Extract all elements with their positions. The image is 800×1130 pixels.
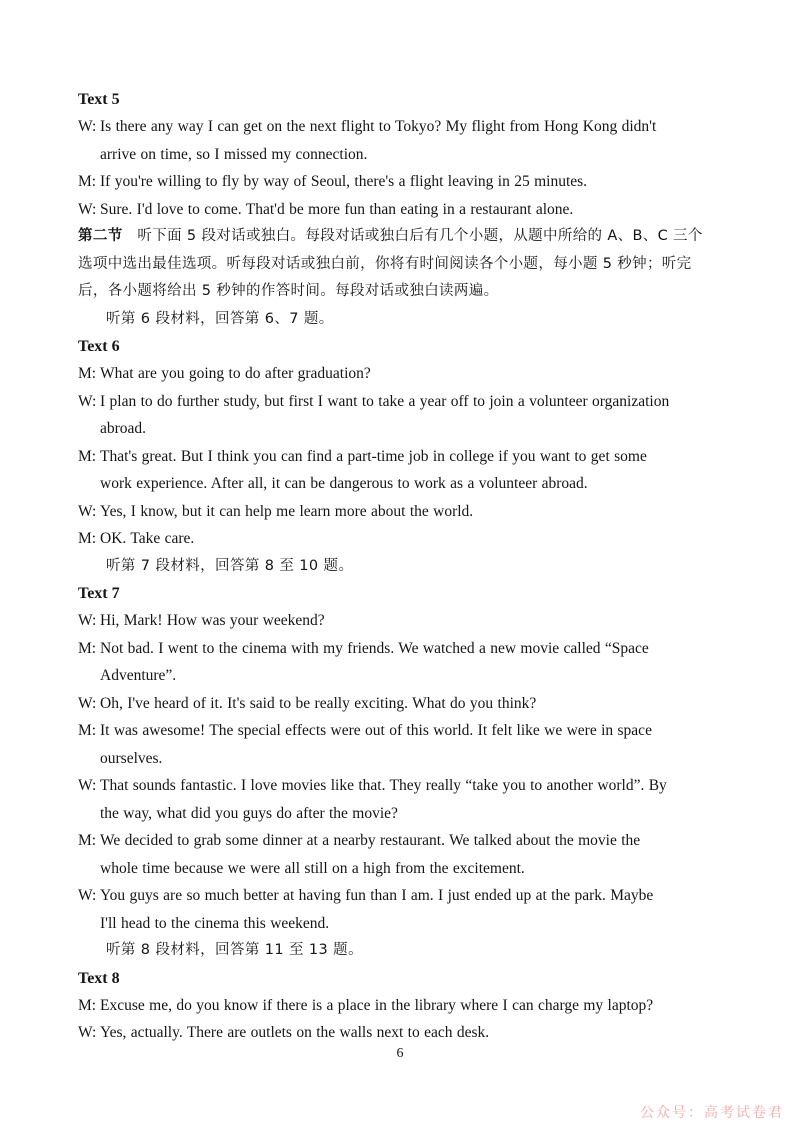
utterance-line: arrive on time, so I missed my connection. xyxy=(100,145,368,163)
utterance-line: Hi, Mark! How was your weekend? xyxy=(100,612,325,629)
instruction-line: 后，各小题将给出 5 秒钟的作答时间。每段对话或独白读两遍。 xyxy=(78,283,499,299)
section2-instructions xyxy=(78,223,726,306)
utterance-line: What are you going to do after graduation? xyxy=(100,365,371,382)
text8-turn-1 xyxy=(78,992,726,1020)
speaker-label: M: xyxy=(78,173,97,190)
speaker-label: M: xyxy=(78,832,97,849)
utterance xyxy=(100,360,726,388)
utterance-line: We decided to grab some dinner at a nearby restaurant. We talked about the movie the xyxy=(100,832,641,849)
utterance-line: whole time because we were all still on a high from the excitement. xyxy=(100,859,525,877)
section2-label: 第二节 xyxy=(78,228,123,244)
text7-turn-2 xyxy=(78,635,726,690)
speaker-label: W: xyxy=(78,118,97,135)
speaker-label: M: xyxy=(78,996,97,1014)
utterance xyxy=(100,525,726,553)
text7-turn-1 xyxy=(78,607,726,635)
utterance xyxy=(100,690,726,718)
speaker-label: W: xyxy=(78,200,97,218)
instruction-line: 选项中选出最佳选项。听每段对话或独白前，你将有时间阅读各个小题，每小题 5 秒钟；听完 xyxy=(78,255,692,272)
text7-turn-5 xyxy=(78,772,726,827)
text7-turn-4 xyxy=(78,717,726,772)
text6-turn-3 xyxy=(78,443,726,498)
speaker-label: M: xyxy=(78,639,97,657)
utterance xyxy=(100,113,726,168)
utterance xyxy=(100,827,726,882)
utterance xyxy=(100,772,726,827)
utterance-line: Is there any way I can get on the next flight to Tokyo? My flight from Hong Kong didn't xyxy=(100,118,657,135)
utterance xyxy=(100,196,726,224)
speaker-label: W: xyxy=(78,502,97,520)
text5-turn-2 xyxy=(78,168,726,196)
speaker-label: W: xyxy=(78,777,97,794)
text5-turn-3 xyxy=(78,196,726,224)
instruction-line: 第二节 听下面 5 段对话或独白。每段对话或独白后有几个小题，从题中所给的 A、B、C 三个 xyxy=(78,228,703,244)
utterance xyxy=(100,498,726,526)
utterance-line: That's great. But I think you can find a part-time job in college if you want to get some xyxy=(100,447,647,465)
utterance-line: abroad. xyxy=(100,420,147,437)
utterance xyxy=(100,443,726,498)
speaker-label: M: xyxy=(78,530,97,547)
utterance-line: I'll head to the cinema this weekend. xyxy=(100,914,330,932)
utterance-line: OK. Take care. xyxy=(100,530,195,547)
speaker-label: W: xyxy=(78,612,97,629)
speaker-label: W: xyxy=(78,1024,97,1041)
utterance-line: Adventure”. xyxy=(100,667,177,684)
utterance-line: Oh, I've heard of it. It's said to be really exciting. What do you think? xyxy=(100,694,537,712)
text8-heading: Text 8 xyxy=(78,969,120,987)
text7-turn-3 xyxy=(78,690,726,718)
utterance-line: Yes, I know, but it can help me learn more about the world. xyxy=(100,502,474,520)
utterance-line: Sure. I'd love to come. That'd be more fun than eating in a restaurant alone. xyxy=(100,200,574,218)
text6-turn-1 xyxy=(78,360,726,388)
watermark: 公众号：高考试卷君 xyxy=(640,1105,784,1121)
speaker-label: W: xyxy=(78,392,97,410)
utterance-line: It was awesome! The special effects were out of this world. It felt like we were in space xyxy=(100,722,652,739)
listening-transcript xyxy=(78,86,726,1047)
material-7-instruction: 听第 7 段材料，回答第 8 至 10 题。 xyxy=(106,557,354,574)
speaker-label: W: xyxy=(78,887,97,904)
text6-turn-5 xyxy=(78,525,726,553)
utterance xyxy=(100,168,726,196)
utterance xyxy=(100,607,726,635)
utterance-line: I plan to do further study, but first I want to take a year off to join a volunteer organization xyxy=(100,392,670,410)
utterance xyxy=(100,992,726,1020)
utterance xyxy=(100,635,726,690)
utterance-line: Not bad. I went to the cinema with my friends. We watched a new movie called “Space xyxy=(100,639,649,657)
material-8-instruction: 听第 8 段材料，回答第 11 至 13 题。 xyxy=(106,942,363,958)
text6-turn-4 xyxy=(78,498,726,526)
text6-heading: Text 6 xyxy=(78,338,120,355)
text7-turn-7 xyxy=(78,882,726,937)
text5-heading: Text 5 xyxy=(78,91,120,108)
utterance-line: Yes, actually. There are outlets on the walls next to each desk. xyxy=(100,1024,490,1041)
speaker-label: M: xyxy=(78,722,97,739)
utterance-line: If you're willing to fly by way of Seoul, there's a flight leaving in 25 minutes. xyxy=(100,173,588,190)
page-number: 6 xyxy=(396,1046,404,1061)
text7-turn-6 xyxy=(78,827,726,882)
utterance-line: That sounds fantastic. I love movies like that. They really “take you to another world”. By xyxy=(100,777,667,794)
speaker-label: M: xyxy=(78,365,97,382)
speaker-label: W: xyxy=(78,694,97,712)
text6-turn-2 xyxy=(78,388,726,443)
utterance-line: work experience. After all, it can be dangerous to work as a volunteer abroad. xyxy=(100,475,588,492)
speaker-label: M: xyxy=(78,447,97,465)
utterance-line: Excuse me, do you know if there is a place in the library where I can charge my laptop? xyxy=(100,996,654,1014)
utterance xyxy=(100,1019,726,1047)
utterance-line: You guys are so much better at having fun than I am. I just ended up at the park. Maybe xyxy=(100,887,654,904)
utterance-line: ourselves. xyxy=(100,749,163,767)
utterance xyxy=(100,717,726,772)
material-6-instruction: 听第 6 段材料，回答第 6、7 题。 xyxy=(106,310,334,327)
text5-turn-1 xyxy=(78,113,726,168)
text7-heading: Text 7 xyxy=(78,585,120,602)
text8-turn-2 xyxy=(78,1019,726,1047)
utterance-line: the way, what did you guys do after the movie? xyxy=(100,804,398,822)
utterance xyxy=(100,388,726,443)
utterance xyxy=(100,882,726,937)
